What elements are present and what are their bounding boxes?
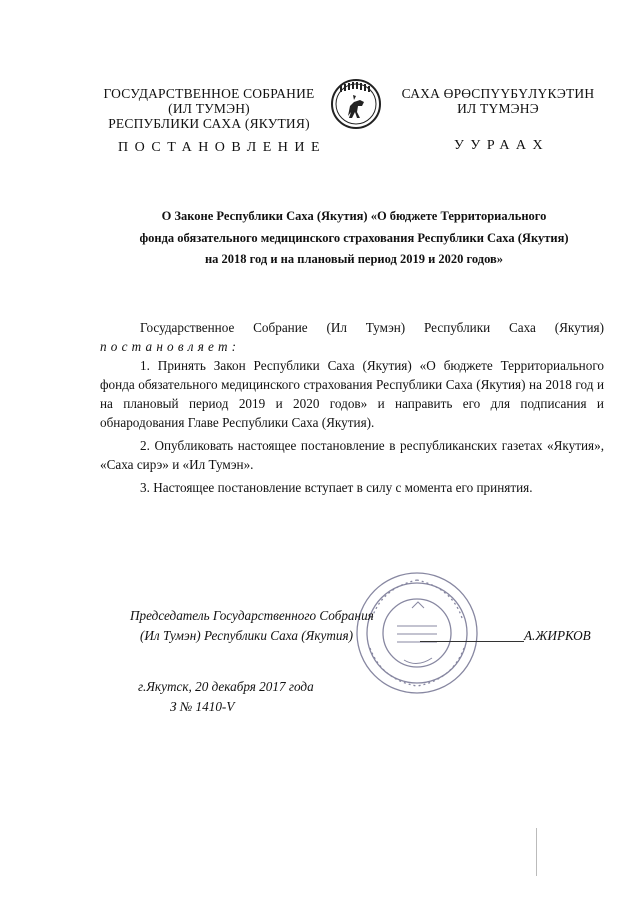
place-date: г.Якутск, 20 декабря 2017 года [138, 679, 314, 694]
republic-emblem-icon [330, 78, 382, 130]
signature-line [420, 641, 524, 642]
title-line1: О Законе Республики Саха (Якутия) «О бюджете Территориального [161, 209, 547, 223]
place-date-block [138, 677, 378, 717]
header-left-line2: (ИЛ ТУМЭН) [168, 101, 250, 116]
document-number: З № 1410-V [170, 699, 235, 714]
signatory-title-line1: Председатель Государственного Собрания [130, 608, 374, 623]
title-line3: на 2018 год и на плановый период 2019 и 2020 годов» [204, 252, 504, 266]
header-left-line3: РЕСПУБЛИКИ САХА (ЯКУТИЯ) [108, 116, 310, 131]
signatory-name: А.ЖИРКОВ [524, 628, 591, 643]
document-title [104, 206, 604, 271]
header-left-block [96, 86, 322, 131]
decree-word: постановляет: [100, 339, 241, 354]
paragraph-2: 2. Опубликовать настоящее постановление в республиканских газетах «Якутия», «Саха сирэ» и «Ил Тумэн». [100, 438, 604, 472]
doc-type-sakha: УУРААХ [454, 138, 550, 153]
document-body [100, 318, 604, 497]
intro-text: Государственное Собрание (Ил Тумэн) Республики Саха (Якутия) [140, 320, 604, 335]
margin-mark [536, 828, 537, 876]
doc-type-ru: ПОСТАНОВЛЕНИЕ [118, 140, 327, 155]
header-right-line2: ИЛ ТҮМЭНЭ [457, 101, 539, 116]
header-right-block [392, 86, 604, 116]
signatory-title [130, 606, 410, 646]
title-line2: фонда обязательного медицинского страхования Республики Саха (Якутия) [139, 230, 569, 245]
paragraph-3: 3. Настоящее постановление вступает в силу с момента его принятия. [140, 480, 533, 495]
header-right-line1: САХА ӨРӨСПҮҮБҮЛҮКЭТИН [401, 86, 595, 101]
signatory-title-line2: (Ил Тумэн) Республики Саха (Якутия) [140, 628, 354, 643]
header-left-line1: ГОСУДАРСТВЕННОЕ СОБРАНИЕ [103, 86, 315, 101]
paragraph-1: 1. Принять Закон Республики Саха (Якутия) «О бюджете Территориального фонда обязательного медицинского страхования Республики Саха (Якутия) на 2018 год и на плановый период 2019 и 2020 годов» и направить его для подписания и обнародования Главе Республики Саха (Якутия). [100, 358, 604, 430]
